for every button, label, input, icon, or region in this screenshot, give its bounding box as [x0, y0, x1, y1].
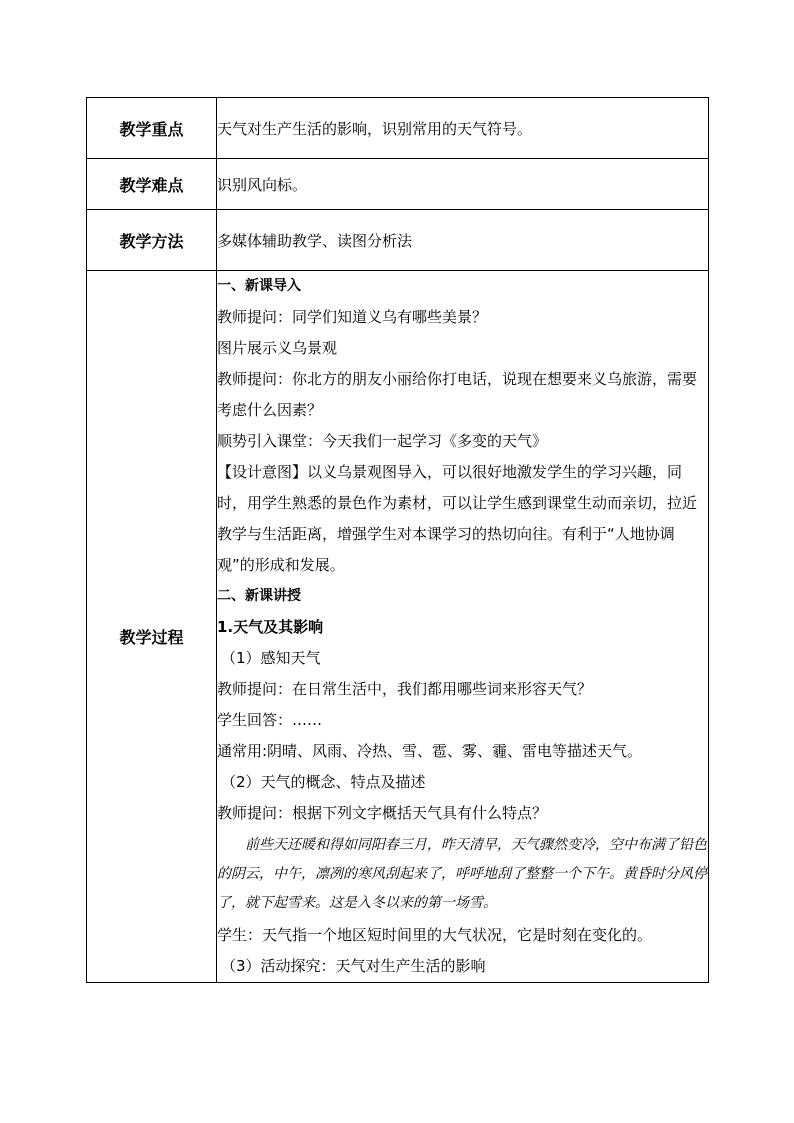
intro-image-note: 图片展示义乌景观 [217, 339, 338, 357]
process-label: 教学过程 [87, 271, 217, 983]
row-key-points [87, 98, 709, 159]
part-2-title: （2）天气的概念、特点及描述 [221, 773, 426, 791]
part-1-title: （1）感知天气 [221, 649, 321, 667]
weather-passage: 前些天还暖和得如同阳春三月，昨天清早，天气骤然变冷，空中布满了铅色的阴云，中午，凛冽的寒风刮起来了，呼呼地刮了整整一个下午。黄昏时分风停了，就下起雪来。这是入冬以来的第一场雪。 [217, 837, 707, 911]
subsection-weather-title: 1.天气及其影响 [217, 618, 324, 636]
intro-question-1: 教师提问：同学们知道义乌有哪些美景？ [217, 308, 488, 326]
row-difficulties [87, 159, 709, 210]
key-points-label: 教学重点 [87, 98, 217, 159]
section-intro-title: 一、新课导入 [217, 278, 301, 294]
key-points-text: 天气对生产生活的影响，识别常用的天气符号。 [217, 98, 709, 159]
difficulties-label: 教学难点 [87, 159, 217, 210]
part-1-question: 教师提问：在日常生活中，我们都用哪些词来形容天气？ [217, 680, 593, 698]
part-2-answer: 学生：天气指一个地区短时间里的大气状况，它是时刻在变化的。 [217, 926, 653, 944]
design-intent: 【设计意图】以义乌景观图导入，可以很好地激发学生的学习兴趣，同时，用学生熟悉的景色作为素材，可以让学生感到课堂生动而亲切，拉近教学与生活距离，增强学生对本课学习的热切向往。有利于“人地协调观”的形成和发展。 [217, 463, 698, 574]
methods-label: 教学方法 [87, 210, 217, 271]
difficulties-text: 识别风向标。 [217, 159, 709, 210]
row-process [87, 271, 709, 983]
methods-text: 多媒体辅助教学、读图分析法 [217, 210, 709, 271]
part-2-question: 教师提问：根据下列文字概括天气具有什么特点？ [217, 804, 548, 822]
process-content [217, 271, 709, 983]
part-1-summary: 通常用:阴晴、风雨、冷热、雪、雹、雾、霾、雷电等描述天气。 [217, 742, 643, 760]
row-methods [87, 210, 709, 271]
lesson-plan-table [86, 97, 709, 983]
section-teaching-title: 二、新课讲授 [217, 588, 301, 604]
part-3-title: （3）活动探究：天气对生产生活的影响 [221, 957, 486, 975]
intro-lead-in: 顺势引入课堂：今天我们一起学习《多变的天气》 [217, 432, 548, 450]
part-1-answer: 学生回答：…… [217, 711, 323, 729]
intro-question-2: 教师提问：你北方的朋友小丽给你打电话，说现在想要来义乌旅游，需要考虑什么因素？ [217, 370, 698, 419]
